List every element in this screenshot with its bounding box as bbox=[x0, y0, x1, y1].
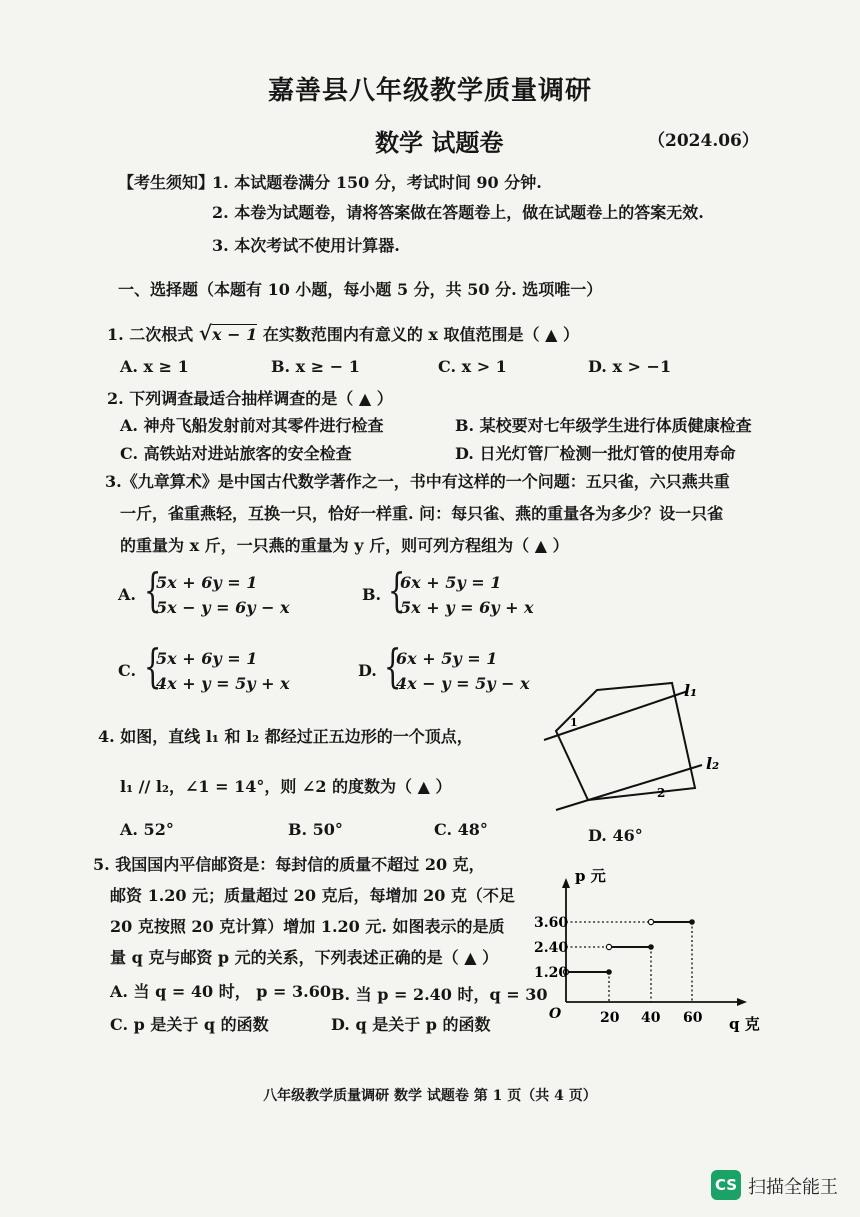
angle-1-label: 1 bbox=[570, 716, 578, 729]
q1-option-a: A. x ≥ 1 bbox=[120, 357, 189, 376]
radical-sign: √ bbox=[198, 321, 213, 345]
q5-option-b: B. 当 p = 2.40 时，q = 30 bbox=[331, 985, 548, 1004]
line-l2 bbox=[556, 765, 702, 810]
brace-glyph: { bbox=[387, 563, 406, 617]
notice-item-1: 1. 本试题卷满分 150 分，考试时间 90 分钟. bbox=[212, 173, 542, 192]
q2-option-c: C. 高铁站对进站旅客的安全检查 bbox=[120, 444, 352, 463]
q4-option-a: A. 52° bbox=[120, 820, 174, 839]
exam-date: （2024.06） bbox=[648, 131, 759, 151]
pentagon-figure bbox=[530, 670, 730, 815]
q5-option-c: C. p 是关于 q 的函数 bbox=[110, 1015, 269, 1034]
l2-label: l₂ bbox=[706, 754, 720, 773]
q3-option-b bbox=[362, 563, 562, 621]
q4-option-d: D. 46° bbox=[588, 826, 643, 845]
section-heading: 一、选择题（本题有 10 小题，每小题 5 分，共 50 分. 选项唯一） bbox=[118, 280, 603, 299]
brace-glyph: { bbox=[383, 639, 402, 693]
q3-option-c bbox=[118, 639, 318, 697]
q4-stem-line-1: 4. 如图，直线 l₁ 和 l₂ 都经过正五边形的一个顶点， bbox=[98, 727, 473, 746]
l1-label: l₁ bbox=[684, 681, 698, 700]
q1-option-d: D. x > −1 bbox=[588, 357, 672, 376]
q1-option-c: C. x > 1 bbox=[438, 357, 507, 376]
exam-subtitle: 数学 试题卷 bbox=[375, 128, 504, 157]
origin-label: O bbox=[549, 1006, 562, 1022]
q3-option-a-eq1: 5x + 6y = 1 bbox=[156, 573, 258, 592]
x-tick-20: 20 bbox=[600, 1010, 620, 1026]
q5-stem-line-1: 5. 我国国内平信邮资是：每封信的质量不超过 20 克， bbox=[93, 855, 485, 874]
q4-stem-line-2: l₁ // l₂，∠1 = 14°，则 ∠2 的度数为（ ▲ ） bbox=[120, 777, 452, 796]
q5-stem-line-4: 量 q 克与邮资 p 元的关系，下列表述正确的是（ ▲ ） bbox=[110, 948, 499, 967]
q-axis-arrow bbox=[737, 998, 747, 1006]
closed-point-20 bbox=[606, 969, 612, 975]
brace-glyph: { bbox=[143, 639, 162, 693]
q1-option-b: B. x ≥ − 1 bbox=[271, 357, 360, 376]
q3-option-b-label: B. bbox=[362, 585, 382, 604]
q3-option-d-eq1: 6x + 5y = 1 bbox=[396, 649, 498, 668]
q-axis-label: q 克 bbox=[729, 1015, 760, 1033]
camscanner-text: 扫描全能王 bbox=[748, 1177, 838, 1198]
q5-option-a: A. 当 q = 40 时， p = 3.60 bbox=[110, 982, 331, 1001]
q5-stem-line-3: 20 克按照 20 克计算）增加 1.20 元. 如图表示的是质 bbox=[110, 917, 505, 936]
open-point-20 bbox=[606, 944, 611, 949]
q1-stem bbox=[107, 321, 579, 345]
q1-stem-after: 在实数范围内有意义的 x 取值范围是（ ▲ ） bbox=[262, 325, 579, 344]
exam-title: 嘉善县八年级教学质量调研 bbox=[267, 76, 592, 106]
q2-stem: 2. 下列调查最适合抽样调查的是（ ▲ ） bbox=[107, 389, 393, 408]
open-point-40 bbox=[648, 919, 653, 924]
y-tick-2-40: 2.40 bbox=[534, 940, 569, 956]
y-tick-3-60: 3.60 bbox=[534, 915, 569, 931]
q3-option-a-label: A. bbox=[118, 585, 136, 604]
q4-option-c: C. 48° bbox=[434, 820, 488, 839]
closed-point-40 bbox=[648, 944, 654, 950]
notice-item-3: 3. 本次考试不使用计算器. bbox=[212, 236, 400, 255]
line-l1 bbox=[544, 691, 688, 740]
q5-stem-line-2: 邮资 1.20 元；质量超过 20 克后，每增加 20 克（不足 bbox=[110, 886, 515, 905]
p-axis-label: p 元 bbox=[575, 867, 606, 885]
q3-option-b-eq2: 5x + y = 6y + x bbox=[400, 598, 534, 617]
q1-radicand: x − 1 bbox=[212, 325, 258, 344]
q3-option-d-label: D. bbox=[358, 661, 377, 680]
q3-option-c-eq1: 5x + 6y = 1 bbox=[156, 649, 258, 668]
x-tick-60: 60 bbox=[683, 1010, 703, 1026]
q3-stem-line-3: 的重量为 x 斤，一只燕的重量为 y 斤，则可列方程组为（ ▲ ） bbox=[120, 536, 569, 555]
q3-option-d bbox=[358, 639, 558, 697]
guide-lines bbox=[566, 922, 692, 1002]
closed-point-60 bbox=[689, 919, 695, 925]
q3-option-a bbox=[118, 563, 318, 621]
q2-option-a: A. 神舟飞船发射前对其零件进行检查 bbox=[120, 416, 384, 435]
q3-option-b-eq1: 6x + 5y = 1 bbox=[400, 573, 502, 592]
q3-option-d-eq2: 4x − y = 5y − x bbox=[396, 674, 530, 693]
p-axis-arrow bbox=[562, 878, 570, 888]
q5-option-d: D. q 是关于 p 的函数 bbox=[331, 1015, 491, 1034]
brace-glyph: { bbox=[143, 563, 162, 617]
notice-item-2: 2. 本卷为试题卷，请将答案做在答题卷上，做在试题卷上的答案无效. bbox=[212, 203, 704, 222]
regular-pentagon bbox=[556, 681, 698, 800]
angle-2-label: 2 bbox=[657, 786, 666, 800]
q1-stem-before: 1. 二次根式 bbox=[107, 325, 194, 344]
q3-option-a-eq2: 5x − y = 6y − x bbox=[156, 598, 290, 617]
q2-option-d: D. 日光灯管厂检测一批灯管的使用寿命 bbox=[455, 444, 736, 463]
q2-option-b: B. 某校要对七年级学生进行体质健康检查 bbox=[455, 416, 752, 435]
postage-graph bbox=[525, 860, 790, 1035]
q3-option-c-label: C. bbox=[118, 661, 137, 680]
camscanner-logo-icon: CS bbox=[711, 1170, 741, 1200]
notice-label: 【考生须知】 bbox=[118, 173, 215, 192]
q3-stem-line-2: 一斤，雀重燕轻，互换一只，恰好一样重. 问：每只雀、燕的重量各为多少？设一只雀 bbox=[120, 504, 724, 523]
page-footer: 八年级教学质量调研 数学 试题卷 第 1 页（共 4 页） bbox=[263, 1088, 597, 1104]
q3-option-c-eq2: 4x + y = 5y + x bbox=[156, 674, 290, 693]
x-tick-40: 40 bbox=[641, 1010, 661, 1026]
q4-option-b: B. 50° bbox=[288, 820, 343, 839]
q3-stem-line-1: 3.《九章算术》是中国古代数学著作之一，书中有这样的一个问题：五只雀，六只燕共重 bbox=[105, 472, 730, 491]
y-tick-1-20: 1.20 bbox=[534, 965, 569, 981]
